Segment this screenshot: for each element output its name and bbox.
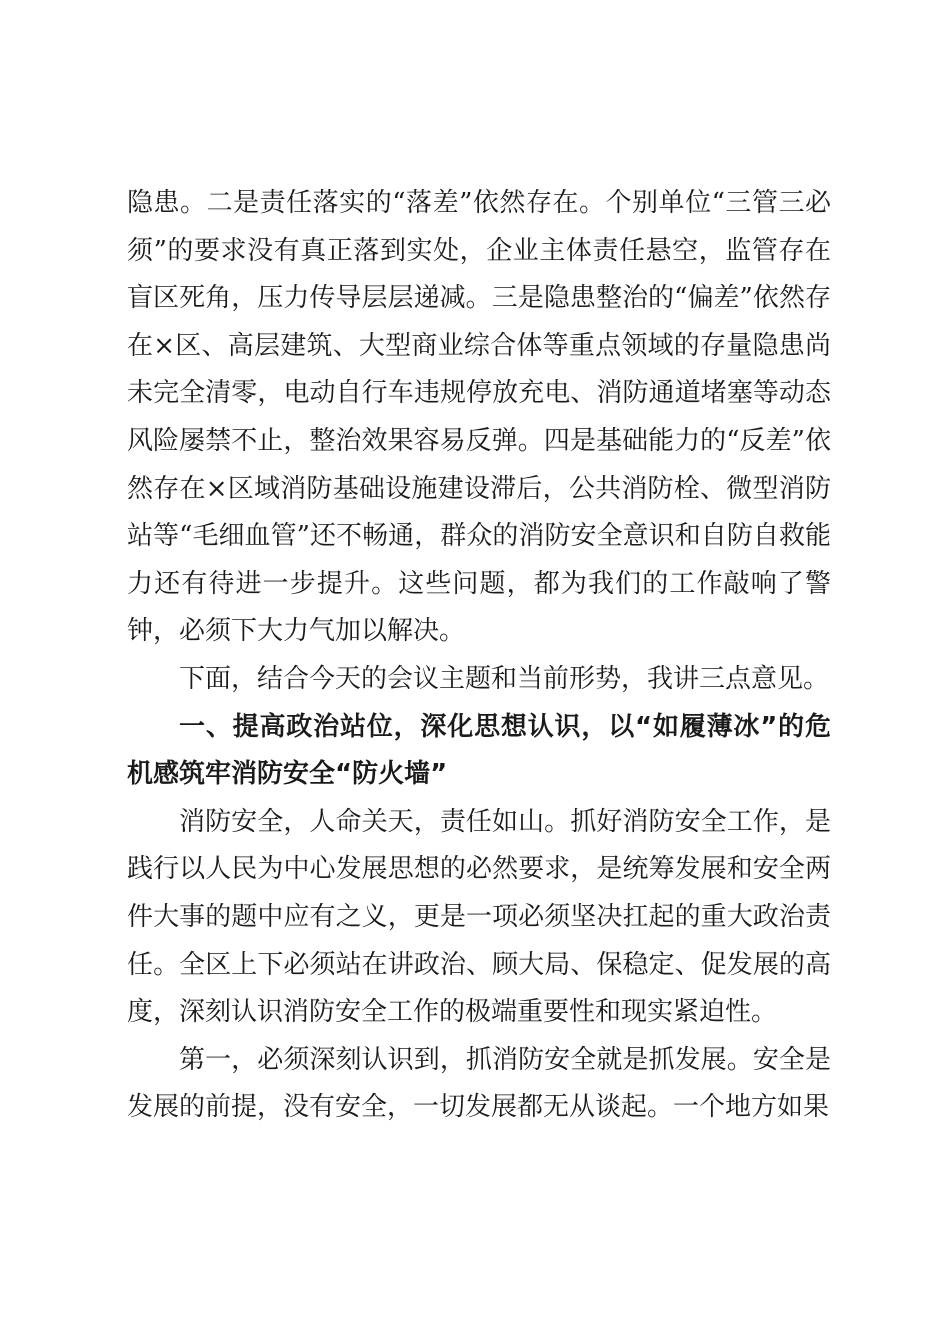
paragraph-three-opinions-intro: 下面，结合今天的会议主题和当前形势，我讲三点意见。: [179, 663, 830, 694]
section-heading-one: 一、提高政治站位，深化思想认识，以“如履薄冰”的危机感筑牢消防安全“防火墙”: [127, 711, 831, 790]
document-body: [127, 180, 831, 1132]
paragraph-fire-safety-responsibility: 消防安全，人命关天，责任如山。抓好消防安全工作，是践行以人民为中心发展思想的必然要求，是统筹发展和安全两件大事的题中应有之义，更是一项必须坚决扛起的重大政治责任。全区上下必须站在讲政治、顾大局、保稳定、促发展的高度，深刻认识消防安全工作的极端重要性和现实紧迫性。: [127, 806, 831, 1028]
paragraph-hidden-dangers: 隐患。二是责任落实的“落差”依然存在。个别单位“三管三必须”的要求没有真正落到实处，企业主体责任悬空，监管存在盲区死角，压力传导层层递减。三是隐患整治的“偏差”依然存在×区、高层建筑、大型商业综合体等重点领域的存量隐患尚未完全清零，电动自行车违规停放充电、消防通道堵塞等动态风险屡禁不止，整治效果容易反弹。四是基础能力的“反差”依然存在×区域消防基础设施建设滞后，公共消防栓、微型消防站等“毛细血管”还不畅通，群众的消防安全意识和自防自救能力还有待进一步提升。这些问题，都为我们的工作敲响了警钟，必须下大力气加以解决。: [127, 188, 831, 647]
paragraph-first-point: 第一，必须深刻认识到，抓消防安全就是抓发展。安全是发展的前提，没有安全，一切发展都无从谈起。一个地方如果: [127, 1044, 831, 1123]
